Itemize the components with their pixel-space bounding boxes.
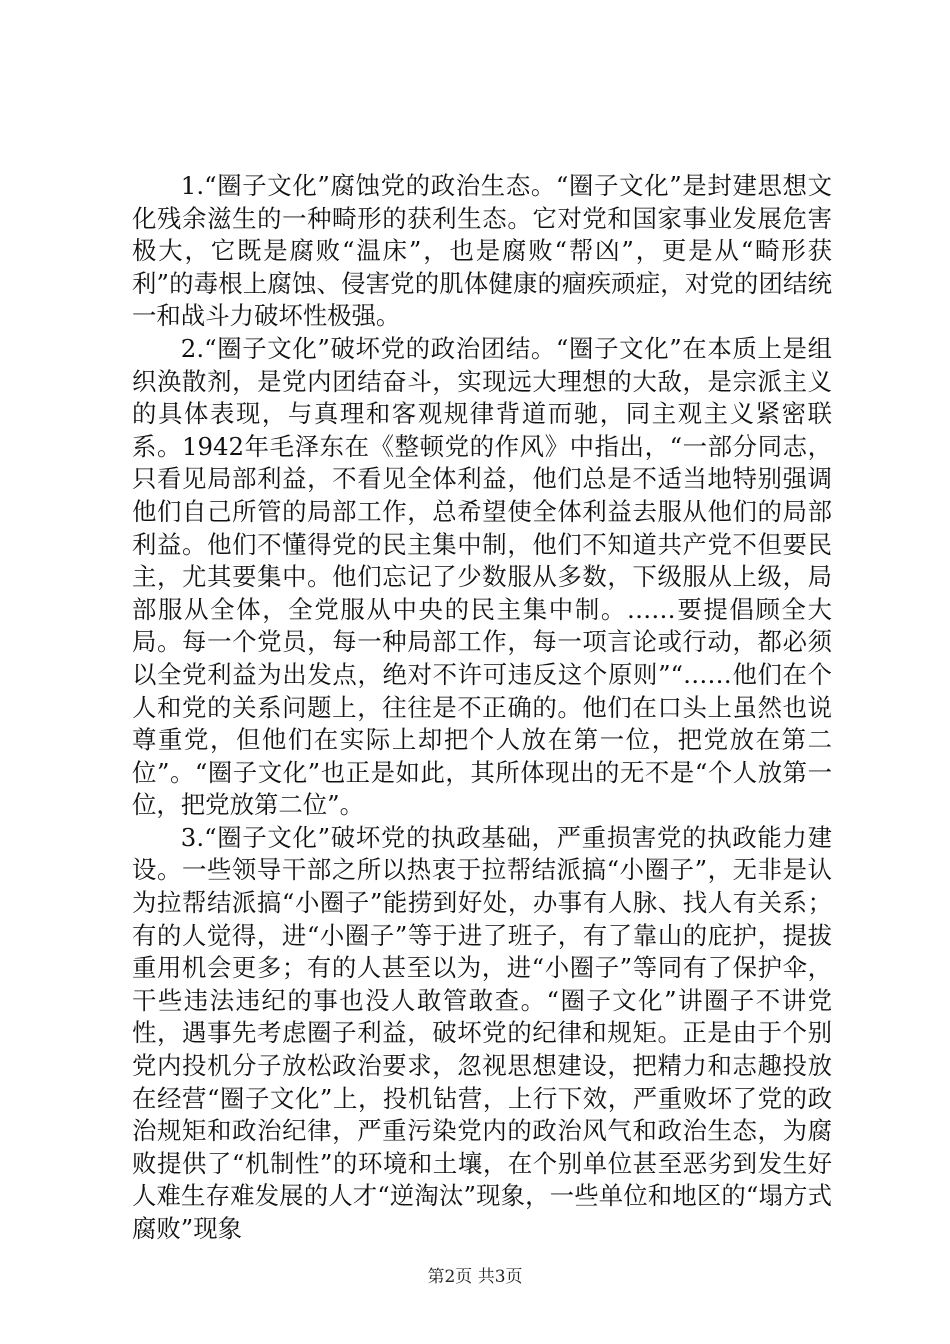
paragraph-2: 2.“圈子文化”破坏党的政治团结。“圈子文化”在本质上是组织涣散剂，是党内团结奋斗，实现远大理想的大敌，是宗派主义的具体表现，与真理和客观规律背道而驰，同主观主义紧密联系。1942年毛泽东在《整顿党的作风》中指出，“一部分同志，只看见局部利益，不看见全体利益，他们总是不适当地特别强调他们自己所管的局部工作，总希望使全体利益去服从他们的局部利益。他们不懂得党的民主集中制，他们不知道共产党不但要民主，尤其要集中。他们忘记了少数服从多数，下级服从上级，局部服从全体，全党服从中央的民主集中制。……要提倡顾全大局。每一个党员，每一种局部工作，每一项言论或行动，都必须以全党利益为出发点，绝对不许可违反这个原则”“……他们在个人和党的关系问题上，往往是不正确的。他们在口头上虽然也说尊重党，但他们在实际上却把个人放在第一位，把党放在第二位”。“圈子文化”也正是如此，其所体现出的无不是“个人放第一位，把党放第二位”。	[132, 333, 832, 820]
page-number-footer: 第2页 共3页	[427, 1267, 523, 1287]
paragraph-1: 1.“圈子文化”腐蚀党的政治生态。“圈子文化”是封建思想文化残余滋生的一种畸形的获利生态。它对党和国家事业发展危害极大，它既是腐败“温床”，也是腐败“帮凶”，更是从“畸形获利”的毒根上腐蚀、侵害党的肌体健康的痼疾顽症，对党的团结统一和战斗力破坏性极强。	[132, 171, 832, 331]
document-body	[132, 170, 832, 1246]
paragraph-3: 3.“圈子文化”破坏党的执政基础，严重损害党的执政能力建设。一些领导干部之所以热衷于拉帮结派搞“小圈子”，无非是认为拉帮结派搞“小圈子”能捞到好处，办事有人脉、找人有关系；有的人觉得，进“小圈子”等于进了班子，有了靠山的庇护，提拔重用机会更多；有的人甚至以为，进“小圈子”等同有了保护伞，干些违法违纪的事也没人敢管敢查。“圈子文化”讲圈子不讲党性，遇事先考虑圈子利益，破坏党的纪律和规矩。正是由于个别党内投机分子放松政治要求，忽视思想建设，把精力和志趣投放在经营“圈子文化”上，投机钻营，上行下效，严重败坏了党的政治规矩和政治纪律，严重污染党内的政治风气和政治生态，为腐败提供了“机制性”的环境和土壤，在个别单位甚至恶劣到发生好人难生存难发展的人才“逆淘汰”现象，一些单位和地区的“塌方式腐败”现象	[132, 822, 832, 1243]
